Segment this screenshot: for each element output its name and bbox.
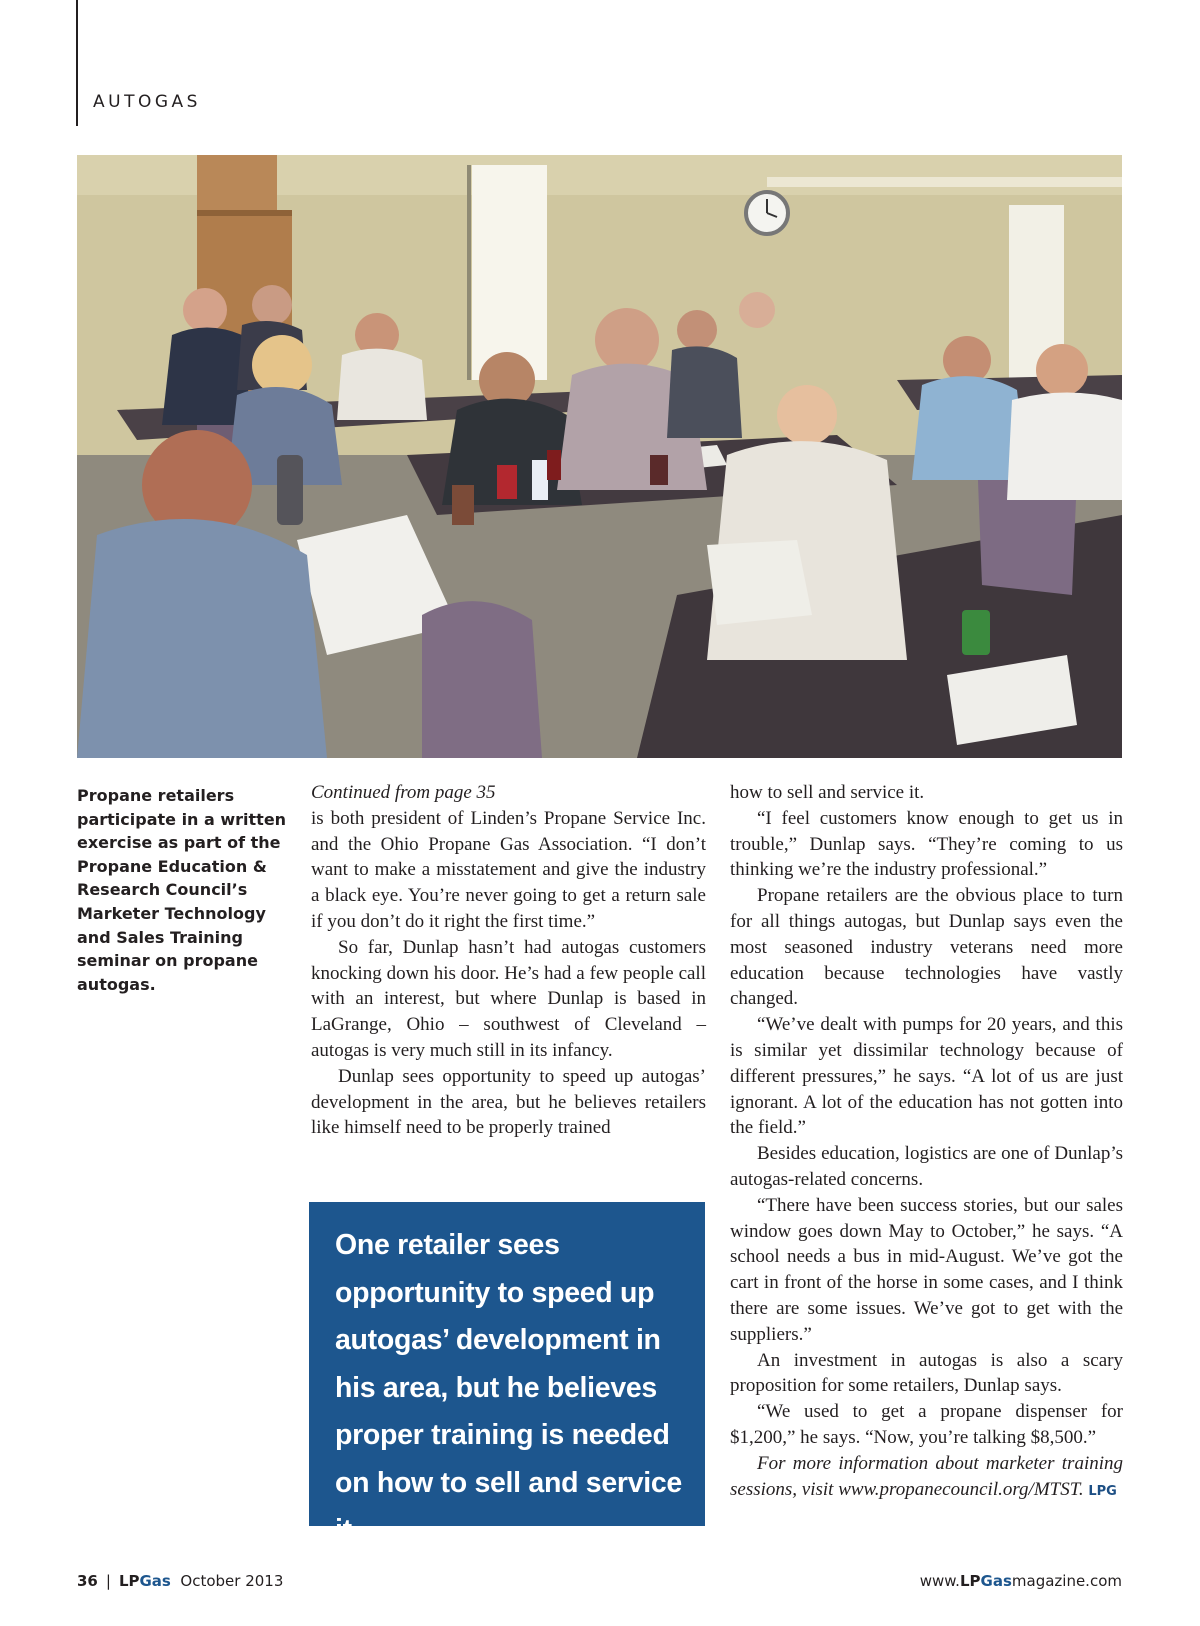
paragraph: “We used to get a propane dispenser for $1,200,” he says. “Now, you’re talking $8,500.” — [730, 1401, 1123, 1448]
page-folio — [77, 1572, 283, 1590]
paragraph: “There have been success stories, but our sales window goes down May to October,” he says. “A school needs a bus in mid-August. We’ve got the cart in front of the horse in some cases, and I think there are some issues. We’ve got to get with the suppliers.” — [730, 1194, 1123, 1345]
photo-illustration — [77, 155, 1122, 758]
more-info-paragraph — [730, 1451, 1123, 1505]
url-lp: LP — [959, 1572, 981, 1590]
brand-gas: Gas — [139, 1572, 171, 1590]
continued-note: Continued from page 35 — [311, 782, 496, 803]
paragraph: is both president of Linden’s Propane Service Inc. and the Ohio Propane Gas Association. “I don’t want to make a misstatement and give the industry a black eye. You’re never going to get a return sale if you don’t do it right the first time.” — [311, 807, 706, 932]
paragraph: Propane retailers are the obvious place to turn for all things autogas, but Dunlap says even the most seasoned industry veterans need more education because technologies have vastly changed. — [730, 885, 1123, 1010]
article-column-2 — [730, 780, 1123, 1504]
photo-caption: Propane retailers participate in a written exercise as part of the Propane Education & Research Council’s Marketer Technology and Sales Training seminar on propane autogas. — [77, 786, 287, 994]
url-prefix: www. — [919, 1572, 960, 1590]
pull-quote-text: One retailer sees opportunity to speed up autogas’ development in his area, but he believes proper training is needed on how to sell and service it. — [335, 1229, 682, 1546]
paragraph: So far, Dunlap hasn’t had autogas customers knocking down his door. He’s had a few people call with an interest, but where Dunlap is based in LaGrange, Ohio – southwest of Cleveland – autogas is very much still in its infancy. — [311, 936, 706, 1061]
article-column-1 — [311, 780, 706, 1141]
folio-separator: | — [105, 1572, 111, 1590]
paragraph: “We’ve dealt with pumps for 20 years, and this is similar yet dissimilar technology because of different pressures,” he says. “A lot of us are just ignorant. A lot of the education has not gotten into the field.” — [730, 1014, 1123, 1139]
paragraph: An investment in autogas is also a scary proposition for some retailers, Dunlap says. — [730, 1349, 1123, 1397]
issue-date: October 2013 — [180, 1572, 284, 1590]
pull-quote-box — [309, 1202, 705, 1546]
more-info-text: For more information about marketer training sessions, visit www.propanecouncil.org/MTST. — [730, 1452, 1123, 1500]
article-photo — [77, 155, 1122, 758]
page-number: 36 — [77, 1572, 98, 1590]
paragraph: Besides education, logistics are one of Dunlap’s autogas-related concerns. — [730, 1143, 1123, 1190]
magazine-url[interactable] — [920, 1572, 1122, 1590]
section-label: AUTOGAS — [93, 92, 201, 112]
paragraph: Dunlap sees opportunity to speed up autogas’ development in the area, but he believes retailers like himself need to be properly trained — [311, 1065, 706, 1139]
url-gas: Gas — [980, 1572, 1012, 1590]
url-suffix: magazine.com — [1011, 1572, 1122, 1590]
paragraph: how to sell and service it. — [730, 782, 925, 803]
header-rule — [76, 0, 78, 126]
paragraph: “I feel customers know enough to get us in trouble,” Dunlap says. “They’re coming to us thinking we’re the industry professional.” — [730, 807, 1123, 881]
brand-lp: LP — [118, 1572, 140, 1590]
end-mark: LPG — [1088, 1483, 1117, 1499]
